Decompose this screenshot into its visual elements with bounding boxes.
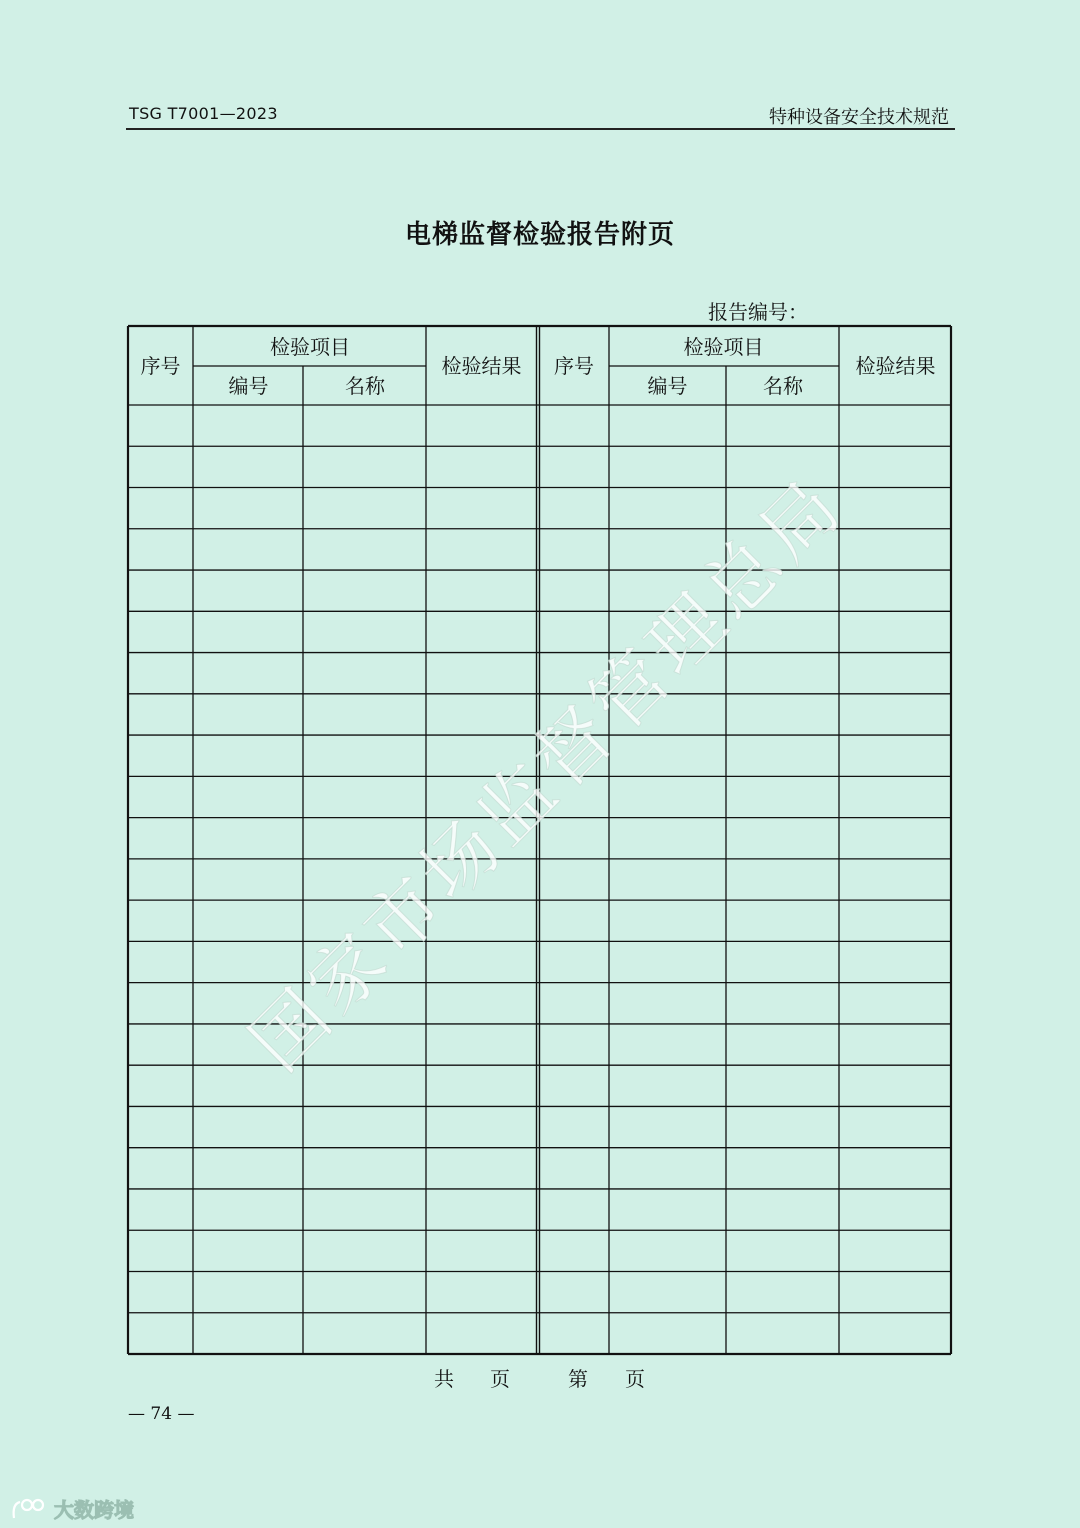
header-result-left: 检验结果 [441, 354, 522, 378]
header-name-right: 名称 [763, 374, 803, 398]
header-item-left: 检验项目 [270, 335, 350, 359]
watermark: 国家市场监督管理总局 [233, 460, 861, 1088]
footer-current-unit: 页 [625, 1367, 645, 1391]
page-number: — 74 — [128, 1404, 195, 1424]
header-item-right: 检验项目 [683, 335, 764, 359]
report-number-label: 报告编号： [708, 300, 808, 324]
footer-current-label: 第 [568, 1367, 588, 1391]
header-result-right: 检验结果 [855, 354, 936, 378]
header-seq-right: 序号 [554, 354, 594, 378]
brand-logo [10, 1494, 134, 1523]
brand-name: 大数跨境 [54, 1498, 134, 1522]
series-title: 特种设备安全技术规范 [769, 107, 949, 128]
standard-code: TSG T7001—2023 [129, 104, 278, 123]
brand-mark-icon [10, 1496, 50, 1522]
footer-total-label: 共 [434, 1367, 454, 1391]
header-seq-left: 序号 [140, 354, 181, 378]
header-name-left: 名称 [345, 374, 385, 398]
page-title: 电梯监督检验报告附页 [404, 220, 675, 250]
header-code-right: 编号 [647, 374, 688, 398]
header-code-left: 编号 [228, 374, 269, 398]
footer-total-unit: 页 [490, 1367, 510, 1391]
